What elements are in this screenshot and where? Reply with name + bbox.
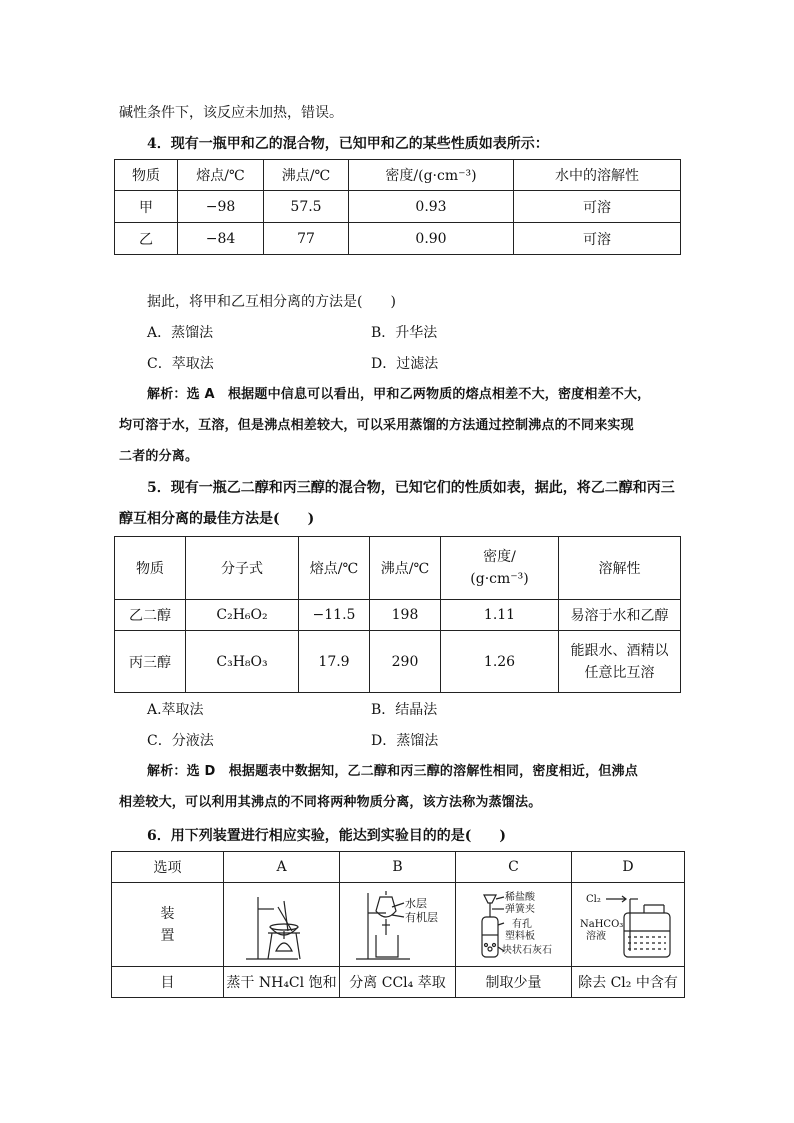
label-spring-clip: 弹簧夹	[504, 903, 535, 915]
cell-line: 装	[160, 905, 175, 922]
table-cell: 1.11	[441, 600, 559, 631]
q4-analysis-line: 二者的分离。	[119, 449, 199, 464]
table-cell: 乙二醇	[115, 600, 186, 631]
label-cl2: Cl₂	[586, 893, 601, 905]
q5-header-cell: 物质	[115, 537, 186, 600]
cell-line: 置	[160, 927, 175, 944]
q4-header-cell: 物质	[115, 160, 178, 191]
table-cell: 1.26	[441, 631, 559, 693]
q5-option-c: C．分液法	[147, 733, 214, 749]
q5-analysis-line: 解析：选 D 根据题表中数据知，乙二醇和丙三醇的溶解性相同，密度相近，但沸点	[147, 764, 638, 779]
q4-question: 据此，将甲和乙互相分离的方法是( )	[147, 294, 396, 310]
purpose-cell: 制取少量	[456, 967, 572, 998]
q4-analysis-line: 均可溶于水，互溶，但是沸点相差较大，可以采用蒸馏的方法通过控制沸点的不同来实现	[119, 418, 634, 433]
q4-header-cell: 密度/(g·cm⁻³)	[349, 160, 514, 191]
q5-header-cell: 溶解性	[559, 537, 681, 600]
table-cell-multiline	[559, 631, 681, 693]
device-a-cell	[224, 883, 340, 967]
table-cell: 0.90	[349, 223, 514, 255]
q5-header-density	[441, 537, 559, 600]
q5-table	[114, 536, 681, 693]
device-c-cell	[456, 883, 572, 967]
q4-header-cell: 沸点/℃	[264, 160, 349, 191]
q5-option-b: B．结晶法	[371, 702, 438, 718]
q4-header-cell: 水中的溶解性	[514, 160, 681, 191]
table-row	[115, 600, 681, 631]
purpose-row-label: 目	[112, 967, 224, 998]
q6-header-cell: A	[224, 852, 340, 883]
evaporating-dish-apparatus-icon	[238, 887, 326, 963]
table-cell: 198	[370, 600, 441, 631]
q6-stem: 6．用下列装置进行相应实验，能达到实验目的的是( )	[147, 828, 506, 844]
table-cell: 甲	[115, 191, 178, 223]
label-plastic-plate: 塑料板	[504, 930, 535, 942]
table-cell: 0.93	[349, 191, 514, 223]
q4-option-a: A．蒸馏法	[147, 325, 214, 341]
table-cell: 77	[264, 223, 349, 255]
q4-option-c: C．萃取法	[147, 356, 214, 372]
table-cell: −84	[178, 223, 264, 255]
table-cell: C₃H₈O₃	[186, 631, 299, 693]
table-row	[115, 223, 681, 255]
table-cell: 丙三醇	[115, 631, 186, 693]
label-perforated: 有孔	[511, 918, 532, 930]
table-row	[115, 631, 681, 693]
label-dilute-hcl: 稀盐酸	[504, 891, 535, 903]
q4-option-d: D．过滤法	[371, 356, 439, 372]
label-organic-layer: 有机层	[404, 910, 438, 924]
gas-generator-apparatus-icon	[462, 887, 566, 963]
label-limestone: 块状石灰石	[501, 944, 552, 956]
device-row-label	[112, 883, 224, 967]
separatory-funnel-apparatus-icon	[350, 887, 446, 963]
q4-header-cell: 熔点/℃	[178, 160, 264, 191]
q5-option-d: D．蒸馏法	[371, 733, 439, 749]
label-solution: 溶液	[586, 930, 606, 942]
q4-option-b: B．升华法	[371, 325, 438, 341]
cell-line: 任意比互溶	[584, 664, 655, 681]
gas-washing-bottle-icon	[578, 887, 678, 963]
table-cell: 易溶于水和乙醇	[559, 600, 681, 631]
intro-line: 碱性条件下，该反应未加热，错误。	[119, 105, 343, 121]
cell-line: 能跟水、酒精以	[570, 642, 669, 659]
q5-option-a: A.萃取法	[147, 702, 204, 718]
table-row	[115, 191, 681, 223]
q4-analysis-line: 解析：选 A 根据题中信息可以看出，甲和乙两物质的熔点相差不大，密度相差不大，	[147, 387, 651, 402]
table-cell: −11.5	[299, 600, 370, 631]
q6-header-cell: B	[340, 852, 456, 883]
table-cell: 可溶	[514, 191, 681, 223]
device-d-cell	[572, 883, 685, 967]
table-cell: 17.9	[299, 631, 370, 693]
q5-stem-line: 醇互相分离的最佳方法是( )	[119, 511, 315, 527]
density-unit: (g·cm⁻³)	[470, 571, 529, 587]
q5-header-cell: 熔点/℃	[299, 537, 370, 600]
density-label: 密度/	[483, 549, 516, 565]
table-cell: −98	[178, 191, 264, 223]
q4-stem: 4．现有一瓶甲和乙的混合物，已知甲和乙的某些性质如表所示：	[147, 136, 549, 152]
device-b-cell	[340, 883, 456, 967]
q6-header-cell: 选项	[112, 852, 224, 883]
q6-header-cell: D	[572, 852, 685, 883]
q4-table	[114, 159, 681, 255]
purpose-cell: 除去 Cl₂ 中含有	[572, 967, 685, 998]
table-cell: 57.5	[264, 191, 349, 223]
table-cell: 乙	[115, 223, 178, 255]
q6-table	[111, 851, 685, 998]
purpose-cell: 分离 CCl₄ 萃取	[340, 967, 456, 998]
purpose-cell: 蒸干 NH₄Cl 饱和	[224, 967, 340, 998]
table-row	[112, 967, 685, 998]
q5-analysis-line: 相差较大，可以利用其沸点的不同将两种物质分离，该方法称为蒸馏法。	[119, 795, 542, 810]
q5-stem-line: 5．现有一瓶乙二醇和丙三醇的混合物，已知它们的性质如表，据此，将乙二醇和丙三	[147, 480, 675, 496]
label-nahco3: NaHCO₃	[580, 918, 624, 930]
q5-header-cell: 分子式	[186, 537, 299, 600]
table-cell: C₂H₆O₂	[186, 600, 299, 631]
q6-header-cell: C	[456, 852, 572, 883]
label-water-layer: 水层	[404, 896, 427, 910]
table-cell: 可溶	[514, 223, 681, 255]
table-cell: 290	[370, 631, 441, 693]
q5-header-cell: 沸点/℃	[370, 537, 441, 600]
